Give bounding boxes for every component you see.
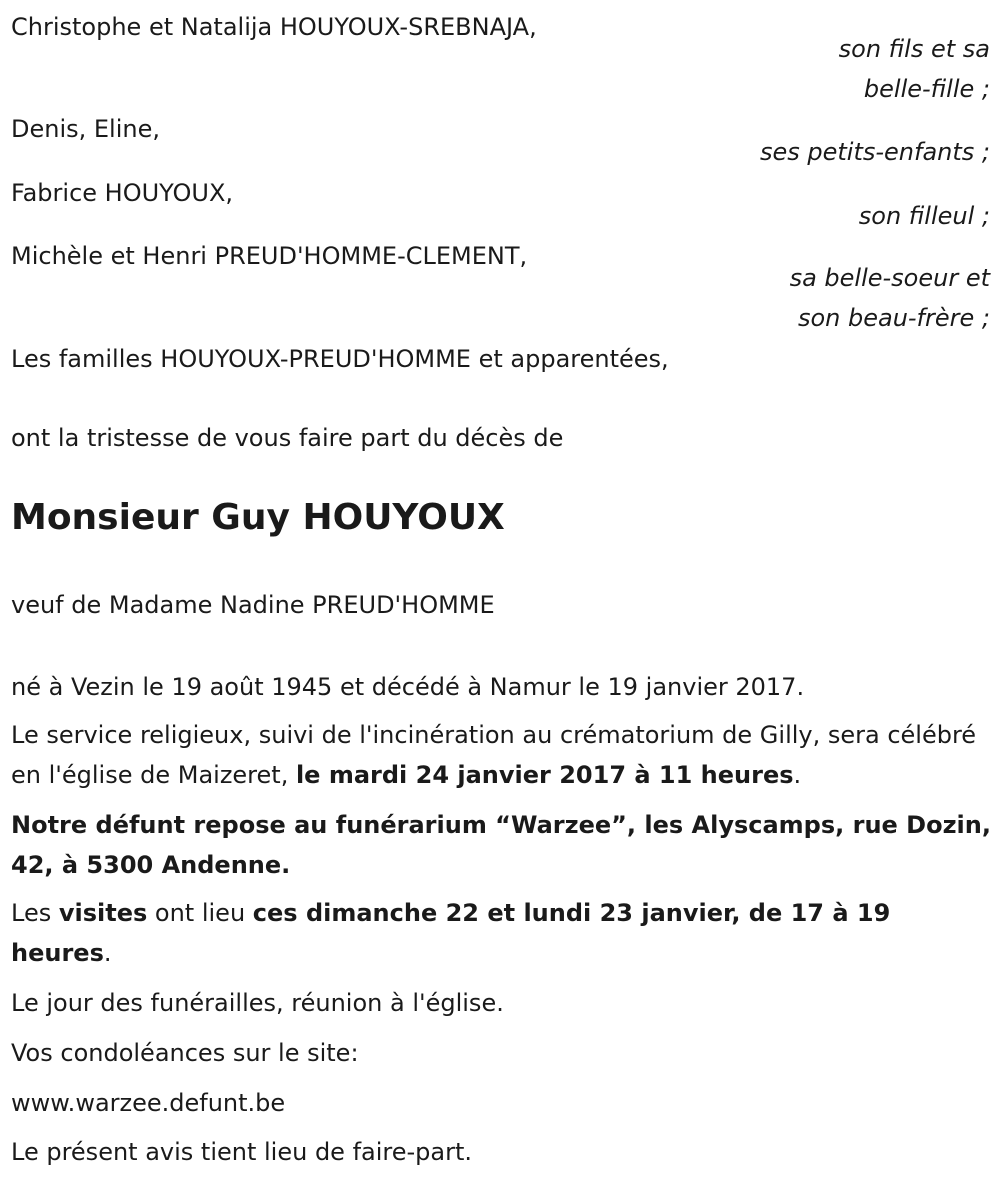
relation-1b: belle-fille ; (863, 75, 990, 103)
relation-2: ses petits-enfants ; (759, 138, 990, 166)
family-name-3: Fabrice HOUYOUX, (11, 179, 234, 207)
service-text: Le service religieux, suivi de l'incinération au crématorium de Gilly, sera célébré en l'église de Maizeret, (11, 721, 977, 789)
visits-paragraph (11, 893, 991, 973)
visits-t2: ont lieu (147, 899, 253, 927)
family-name-5: Les familles HOUYOUX-PREUD'HOMME et apparentées, (11, 345, 669, 373)
family-name-4: Michèle et Henri PREUD'HOMME-CLEMENT, (11, 242, 528, 270)
service-paragraph (11, 715, 991, 795)
rest-paragraph: Notre défunt repose au funérarium “Warzee”, les Alyscamps, rue Dozin, 42, à 5300 Andenne. (11, 811, 991, 879)
visits-b2: ces dimanche 22 et lundi 23 janvier, de 17 à 19 heures (11, 899, 891, 967)
announcement: ont la tristesse de vous faire part du décès de (11, 424, 564, 452)
deceased-name: Monsieur Guy HOUYOUX (11, 497, 505, 538)
widower-line: veuf de Madame Nadine PREUD'HOMME (11, 591, 495, 619)
family-name-1: Christophe et Natalija HOUYOUX-SREBNAJA, (11, 13, 537, 41)
visits-t3: . (103, 939, 112, 967)
service-end: . (793, 761, 802, 789)
family-name-2: Denis, Eline, (11, 115, 160, 143)
relation-4a: sa belle-soeur et (789, 264, 990, 292)
visits-b1: visites (58, 899, 148, 927)
condolences-line: Vos condoléances sur le site: (11, 1039, 359, 1067)
relation-1a: son fils et sa (838, 35, 990, 63)
relation-4b: son beau-frère ; (797, 304, 990, 332)
birth-death: né à Vezin le 19 août 1945 et décédé à Namur le 19 janvier 2017. (11, 673, 805, 701)
notice-line: Le présent avis tient lieu de faire-part. (11, 1138, 473, 1166)
website-link[interactable]: www.warzee.defunt.be (11, 1089, 286, 1117)
service-date: le mardi 24 janvier 2017 à 11 heures (295, 761, 794, 789)
meeting-line: Le jour des funérailles, réunion à l'église. (11, 989, 504, 1017)
visits-t1: Les (11, 899, 59, 927)
relation-3: son filleul ; (858, 202, 990, 230)
